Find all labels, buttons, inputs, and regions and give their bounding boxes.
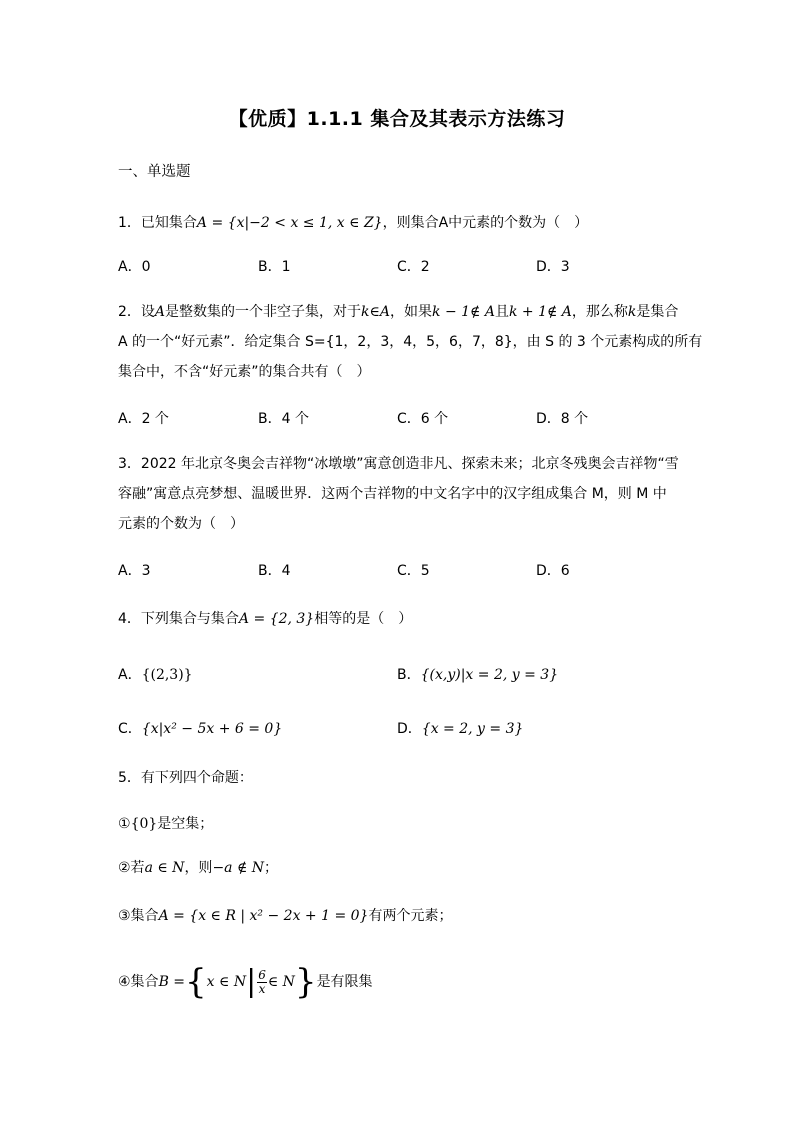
statement-text: 是有限集 <box>316 974 373 990</box>
statement-text: ，则 <box>184 860 213 876</box>
option-label: B． <box>397 667 421 683</box>
left-brace: { <box>185 962 207 1002</box>
q2-text: ，那么称 <box>571 304 628 320</box>
question-3-option-b: B．4 <box>258 563 291 579</box>
q2-text: 且 <box>494 304 509 320</box>
question-2-option-d: D．8 个 <box>536 411 589 427</box>
option-label: D． <box>397 721 422 737</box>
question-3-option-a: A．3 <box>118 563 151 579</box>
question-3-line-3: 元素的个数为（ ） <box>118 516 244 532</box>
fraction-numerator: 6 <box>258 967 266 982</box>
question-2-option-a: A．2 个 <box>118 411 169 427</box>
right-brace: } <box>294 962 317 1002</box>
statement-math: a ∈ N <box>144 860 185 876</box>
question-3-option-d: D．6 <box>536 563 570 579</box>
question-3-option-c: C．5 <box>397 563 430 579</box>
statement-text: ③集合 <box>118 908 159 924</box>
question-2-line-2: A 的一个“好元素”．给定集合 S={1，2，3，4，5，6，7，8}，由 S 的 3 个元素构成的所有 <box>118 334 703 350</box>
q2-text: 是集合 <box>636 304 679 320</box>
question-4-math: A = {2, 3} <box>238 611 315 627</box>
statement-math: {0} <box>130 816 158 832</box>
q2-math: k − 1∉ A <box>432 304 495 320</box>
option-math: {x|x² − 5x + 6 = 0} <box>141 721 283 737</box>
question-4-suffix: 相等的是（ ） <box>314 611 413 627</box>
divider-bar: | <box>246 964 257 999</box>
q2-text: 是整数集的一个非空子集，对于 <box>165 304 362 320</box>
q2-math: k + 1∉ A <box>508 304 572 320</box>
question-1-option-d: D．3 <box>536 259 570 275</box>
question-2-line-1 <box>118 302 678 322</box>
question-4-stem <box>118 609 412 629</box>
q2-math: A <box>154 304 166 320</box>
question-1-option-a: A．0 <box>118 259 151 275</box>
statement-text: ； <box>264 860 279 876</box>
question-2-line-3: 集合中，不含“好元素”的集合共有（ ） <box>118 364 371 380</box>
question-2-option-c: C．6 个 <box>397 411 449 427</box>
statement-number: ① <box>118 816 131 832</box>
statement-math: x ∈ N <box>206 974 247 990</box>
q2-text: 2．设 <box>118 304 155 320</box>
option-math: {(2,3)} <box>141 667 193 683</box>
question-1-option-c: C．2 <box>397 259 430 275</box>
question-3-line-2: 容融”寓意点亮梦想、温暖世界．这两个吉祥物的中文名字中的汉字组成集合 M，则 M 中 <box>118 486 667 502</box>
statement-math: A = {x ∈ R | x² − 2x + 1 = 0} <box>158 908 369 924</box>
question-5-intro: 5．有下列四个命题： <box>118 770 253 786</box>
q2-math: k∈A <box>361 304 391 320</box>
question-2-option-b: B．4 个 <box>258 411 309 427</box>
statement-text: 是空集； <box>157 816 214 832</box>
question-4-option-c <box>118 719 282 739</box>
option-label: C． <box>118 721 142 737</box>
question-4-prefix: 4．下列集合与集合 <box>118 611 239 627</box>
statement-3 <box>118 906 452 926</box>
q2-math: k <box>627 304 637 320</box>
page-title: 【优质】1.1.1 集合及其表示方法练习 <box>228 108 566 130</box>
statement-4 <box>118 964 373 1000</box>
question-4-option-b <box>397 665 558 685</box>
question-3-line-1: 3．2022 年北京冬奥会吉祥物“冰墩墩”寓意创造非凡、探索未来；北京冬残奥会吉祥物“雪 <box>118 456 679 472</box>
statement-math: −a ∉ N <box>212 860 265 876</box>
q2-text: ，如果 <box>390 304 433 320</box>
option-math: {(x,y)|x = 2, y = 3} <box>420 667 559 683</box>
fraction <box>257 969 267 996</box>
statement-2 <box>118 858 278 878</box>
fraction-denominator: x <box>258 981 266 996</box>
question-1-math: A = {x|−2 < x ≤ 1, x ∈ Z} <box>196 215 383 231</box>
question-1-option-b: B．1 <box>258 259 291 275</box>
option-math: {x = 2, y = 3} <box>421 721 524 737</box>
statement-text: 有两个元素； <box>368 908 453 924</box>
statement-number: ②若 <box>118 860 145 876</box>
option-label: A． <box>118 667 142 683</box>
statement-math: B = <box>158 974 186 990</box>
statement-text: ④集合 <box>118 974 159 990</box>
question-4-option-a <box>118 665 193 685</box>
statement-math: ∈ N <box>267 974 295 990</box>
section-heading: 一、单选题 <box>118 164 191 180</box>
question-1-stem <box>118 213 588 233</box>
question-1-prefix: 1．已知集合 <box>118 215 197 231</box>
question-1-suffix: ，则集合A中元素的个数为（ ） <box>382 215 589 231</box>
statement-1 <box>118 814 213 834</box>
question-4-option-d <box>397 719 523 739</box>
